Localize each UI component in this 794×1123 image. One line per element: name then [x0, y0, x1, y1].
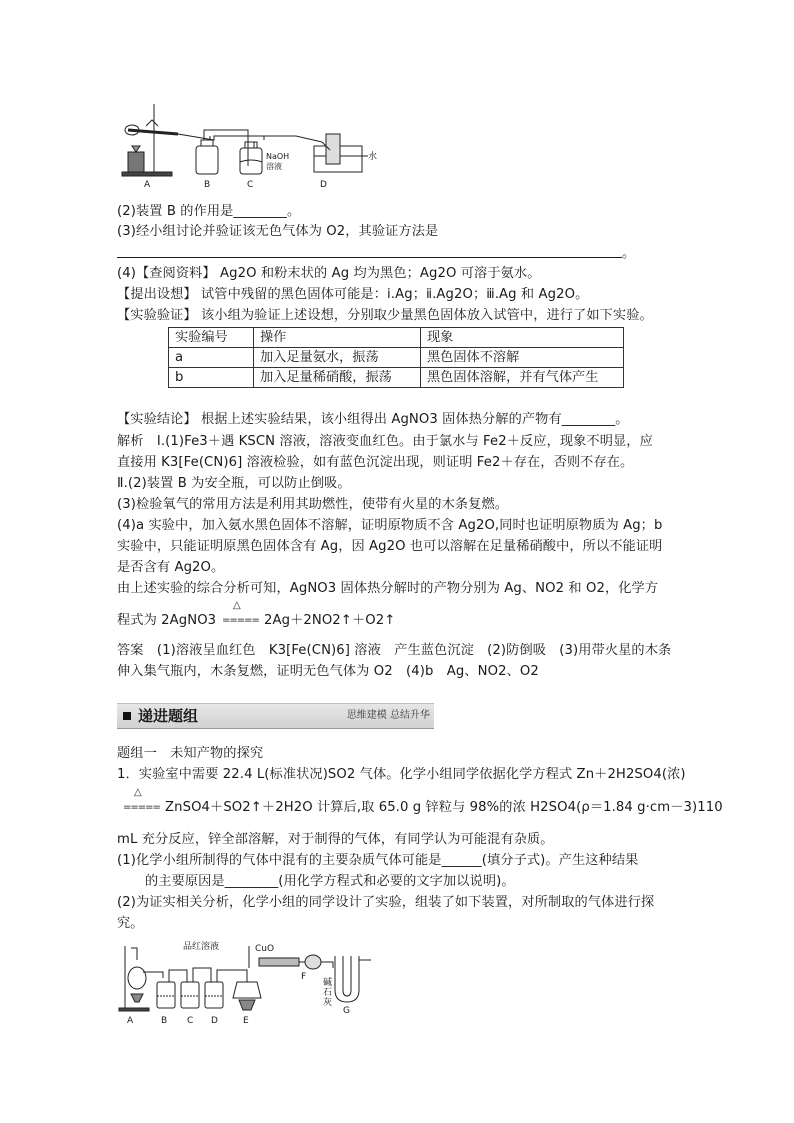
conclusion-text: 【实验结论】 根据上述实验结果，该小组得出 AgNO3 固体热分解的产物有________。 — [117, 412, 629, 427]
square-bullet-icon — [123, 712, 131, 720]
label-C: C — [187, 1016, 194, 1026]
analysis-line: 由上述实验的综合分析可知，AgNO3 固体热分解时的产物分别为 Ag、NO2 和 O2，化学方 — [117, 581, 659, 596]
question-3: (3)经小组讨论并验证该无色气体为 O2，其验证方法是 — [117, 224, 439, 239]
apparatus-figure-1 — [118, 100, 378, 192]
apparatus-drawing-1 — [118, 100, 378, 192]
answer-line: 伸入集气瓶内，木条复燃，证明无色气体为 O2 (4)b Ag、NO2、O2 — [117, 664, 539, 679]
label-F: F — [301, 972, 307, 982]
analysis-line: 实验中，只能证明原黑色固体含有 Ag，因 Ag2O 也可以溶解在足量稀硝酸中，所以不能证明 — [117, 539, 663, 554]
label-D: D — [320, 180, 327, 190]
answer-line: 答案 (1)溶液呈血红色 K3[Fe(CN)6] 溶液 产生蓝色沉淀 (2)防倒吸 (3)用带火星的木条 — [117, 643, 672, 658]
verification-text: 【实验验证】 该小组为验证上述设想，分别取少量黑色固体放入试管中，进行了如下实验。 — [117, 308, 653, 323]
label-soda-lime: 碱 — [323, 978, 333, 988]
label-B: B — [204, 180, 211, 190]
analysis-line: (3)检验氧气的常用方法是利用其助燃性，使带有火星的木条复燃。 — [117, 497, 509, 512]
label-naoh-solution: 溶液 — [266, 162, 282, 171]
question-3-period: 。 — [622, 246, 636, 261]
table-cell: 加入足量稀硝酸，振荡 — [254, 368, 421, 388]
table-cell: b — [169, 368, 254, 388]
subquestion-2-cont: 究。 — [117, 916, 144, 931]
group-heading: 题组一 未知产物的探究 — [117, 746, 264, 761]
table-cell: 加入足量氨水，振荡 — [254, 348, 421, 368]
label-soda-lime: 灰 — [323, 998, 333, 1008]
table-row — [169, 368, 624, 388]
subquestion-1: (1)化学小组所制得的气体中混有的主要杂质气体可能是______(填分子式)。产生这种结果 — [117, 853, 639, 868]
table-cell: a — [169, 348, 254, 368]
table-header: 现象 — [421, 328, 624, 348]
section-banner — [117, 703, 434, 729]
table-header: 实验编号 — [169, 328, 254, 348]
hypothesis-text: 【提出设想】 试管中残留的黑色固体可能是：ⅰ.Ag；ⅱ.Ag2O；ⅲ.Ag 和 Ag2O。 — [117, 287, 589, 302]
experiment-table — [168, 327, 624, 388]
apparatus-figure-2 — [117, 938, 397, 1028]
label-G: G — [343, 1006, 350, 1016]
banner-title: 递进题组 — [138, 707, 199, 725]
subquestion-2: (2)为证实相关分析，化学小组的同学设计了实验，组装了如下装置，对所制取的气体进行探 — [117, 895, 655, 910]
label-water: 水 — [368, 152, 378, 162]
heat-symbol: △ — [134, 787, 142, 798]
table-header-row — [169, 328, 624, 348]
heat-symbol: △ — [233, 600, 241, 611]
table-header: 操作 — [254, 328, 421, 348]
answer-blank — [117, 244, 622, 258]
label-C: C — [247, 180, 254, 190]
label-naoh: NaOH — [266, 152, 290, 161]
equation-right: 2Ag＋2NO2↑＋O2↑ — [264, 613, 396, 628]
subquestion-1-cont: 的主要原因是________(用化学方程式和必要的文字加以说明)。 — [145, 874, 515, 889]
table-row — [169, 348, 624, 368]
analysis-line: Ⅱ.(2)装置 B 为安全瓶，可以防止倒吸。 — [117, 476, 351, 491]
analysis-line: 直接用 K3[Fe(CN)6] 溶液检验，如有蓝色沉淀出现，则证明 Fe2＋存在，否则不存在。 — [117, 455, 634, 470]
analysis-line: 解析 Ⅰ.(1)Fe3＋遇 KSCN 溶液，溶液变血红色。由于氯水与 Fe2＋反应，现象不明显，应 — [117, 434, 653, 449]
analysis-line: 是否含有 Ag2O。 — [117, 560, 225, 575]
problem-1-line: ZnSO4＋SO2↑＋2H2O 计算后,取 65.0 g 锌粒与 98%的浓 H2SO4(ρ＝1.84 g·cm－3)110 — [165, 800, 723, 815]
question-3-answer-line — [117, 244, 635, 263]
label-D: D — [211, 1016, 218, 1026]
label-pinhong: 品红溶液 — [183, 942, 220, 952]
equation-sign: ===== — [123, 802, 160, 813]
problem-1-line: mL 充分反应，锌全部溶解，对于制得的气体，有同学认为可能混有杂质。 — [117, 832, 554, 847]
equation-left: 程式为 2AgNO3 — [117, 613, 217, 628]
table-cell: 黑色固体不溶解 — [421, 348, 624, 368]
table-cell: 黑色固体溶解，并有气体产生 — [421, 368, 624, 388]
label-A: A — [144, 180, 151, 190]
label-cuo: CuO — [255, 944, 275, 954]
question-2: (2)装置 B 的作用是________。 — [117, 204, 301, 219]
banner-subtitle: 思维建模 总结升华 — [346, 710, 430, 721]
label-E: E — [243, 1016, 249, 1026]
question-4-reference: (4)【查阅资料】 Ag2O 和粉末状的 Ag 均为黑色；Ag2O 可溶于氨水。 — [117, 266, 541, 281]
label-soda-lime: 石 — [323, 988, 333, 998]
label-B: B — [161, 1016, 168, 1026]
equation-sign: ===== — [222, 615, 259, 626]
label-A: A — [127, 1016, 134, 1026]
analysis-line: (4)a 实验中，加入氨水黑色固体不溶解，证明原物质不含 Ag2O,同时也证明原物质为 Ag；b — [117, 518, 663, 533]
problem-1-line: 1．实验室中需要 22.4 L(标准状况)SO2 气体。化学小组同学依据化学方程式 Zn＋2H2SO4(浓) — [117, 767, 686, 782]
